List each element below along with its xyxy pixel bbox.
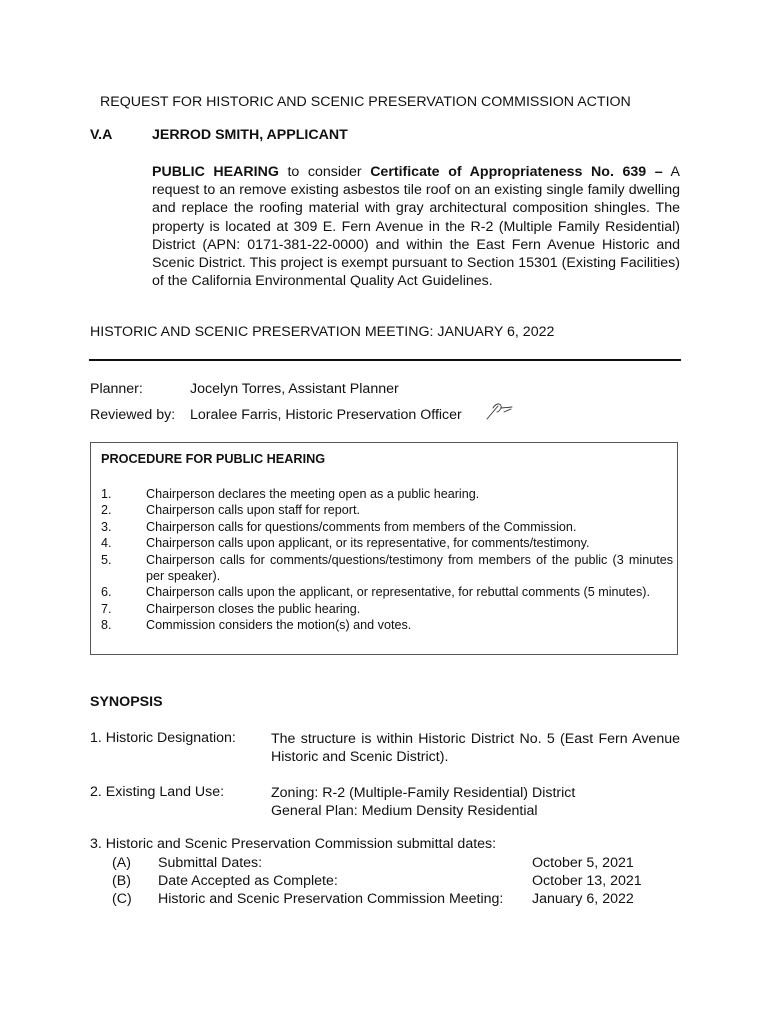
synopsis-heading: SYNOPSIS: [90, 694, 163, 710]
planner-label: Planner:: [90, 381, 143, 397]
report-title: REQUEST FOR HISTORIC AND SCENIC PRESERVATION COMMISSION ACTION: [100, 94, 631, 110]
certificate-number: Certificate of Appropriateness No. 639 –: [370, 164, 663, 180]
procedure-item-number: 5.: [101, 552, 112, 567]
date-label: Historic and Scenic Preservation Commission Meeting:: [158, 891, 504, 908]
date-row: [112, 854, 652, 872]
date-value: October 13, 2021: [532, 873, 642, 890]
procedure-item: [101, 535, 673, 551]
meeting-heading: HISTORIC AND SCENIC PRESERVATION MEETING: JANUARY 6, 2022: [90, 324, 555, 340]
hearing-mid: to consider: [278, 164, 371, 180]
planner-name: Jocelyn Torres, Assistant Planner: [190, 381, 399, 397]
procedure-item: [101, 552, 673, 585]
procedure-item-text: Chairperson calls for comments/questions/testimony from members of the public (3 minutes per speaker).: [146, 552, 673, 584]
public-hearing-description: [152, 163, 680, 290]
procedure-list: [101, 486, 673, 634]
procedure-item-text: Commission considers the motion(s) and votes.: [146, 618, 412, 633]
historic-designation-value: The structure is within Historic District No. 5 (East Fern Avenue Historic and Scenic District).: [271, 731, 680, 766]
procedure-item: [101, 502, 673, 518]
procedure-item: [101, 519, 673, 535]
date-value: January 6, 2022: [532, 891, 634, 908]
procedure-item-number: 2.: [101, 503, 112, 518]
reviewed-by-label: Reviewed by:: [90, 407, 176, 423]
date-label: Submittal Dates:: [158, 855, 263, 871]
procedure-item-text: Chairperson calls upon staff for report.: [146, 503, 360, 518]
date-letter: (C): [112, 891, 132, 908]
general-plan-value: General Plan: Medium Density Residential: [271, 803, 538, 820]
existing-land-use-label: 2. Existing Land Use:: [90, 784, 225, 800]
date-label: Date Accepted as Complete:: [158, 873, 338, 890]
procedure-item-text: Chairperson calls upon applicant, or its representative, for comments/testimony.: [146, 536, 590, 551]
procedure-item-number: 1.: [101, 487, 112, 501]
procedure-item-number: 4.: [101, 536, 112, 551]
procedure-title: PROCEDURE FOR PUBLIC HEARING: [101, 452, 326, 466]
zoning-value: Zoning: R-2 (Multiple-Family Residential) District: [271, 785, 576, 801]
procedure-item: [101, 617, 673, 633]
historic-designation-label: 1. Historic Designation:: [90, 730, 236, 746]
date-value: October 5, 2021: [532, 855, 634, 871]
date-row: [112, 890, 652, 908]
procedure-item-text: Chairperson closes the public hearing.: [146, 601, 361, 616]
procedure-item-number: 3.: [101, 519, 112, 534]
procedure-item-number: 7.: [101, 601, 112, 616]
procedure-item: [101, 601, 673, 617]
section-number: V.A: [90, 127, 113, 143]
hearing-lead: PUBLIC HEARING: [152, 164, 279, 180]
procedure-item-number: 6.: [101, 585, 112, 600]
procedure-item: [101, 486, 673, 502]
procedure-item-text: Chairperson calls for questions/comments from members of the Commission.: [146, 519, 577, 534]
hearing-body: A request to an remove existing asbestos tile roof on an existing single family dwelling and replace the roofing material with gray architectural composition shingles. The property is located at 309 E. Fern Avenue in the R-2 (Multiple Family Residential) District (APN: 0171-381-22-0000) and within the East Fern Avenue Historic and Scenic District. This project is exempt pursuant to Section 15301 (Existing Facilities) of the California Environmental Quality Act Guidelines.: [152, 164, 680, 290]
section-divider: [89, 359, 681, 361]
applicant-heading: JERROD SMITH, APPLICANT: [152, 127, 348, 143]
date-letter: (B): [112, 873, 131, 890]
procedure-item-number: 8.: [101, 618, 112, 633]
date-letter: (A): [112, 855, 131, 871]
reviewer-initials-signature-icon: [484, 399, 514, 423]
procedure-item: [101, 584, 673, 600]
reviewer-name: Loralee Farris, Historic Preservation Officer: [190, 407, 462, 423]
submittal-dates-list: [112, 854, 652, 909]
date-row: [112, 872, 652, 890]
existing-land-use-value: [271, 784, 680, 820]
submittal-dates-label: 3. Historic and Scenic Preservation Commission submittal dates:: [90, 836, 497, 852]
procedure-item-text: Chairperson calls upon the applicant, or representative, for rebuttal comments (5 minutes).: [146, 585, 650, 600]
procedure-item-text: Chairperson declares the meeting open as a public hearing.: [146, 487, 480, 501]
procedure-box: [90, 442, 678, 655]
